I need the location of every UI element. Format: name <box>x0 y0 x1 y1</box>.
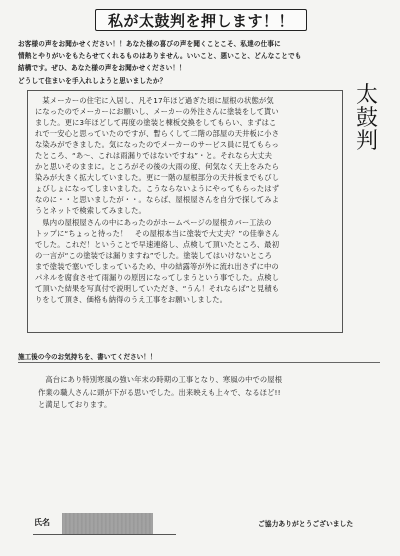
answer-line: でした。これだ！ということで早速連絡し、点検して頂いたところ、最初 <box>35 239 280 249</box>
answer-line: て頂いた結果を写真付で説明していただき、“うん！それならば”と見積も <box>35 283 280 293</box>
section-heading: 施工後の今のお気持ちを、書いてください！！ <box>18 353 157 361</box>
answer-line: かと思いそのままに。ところがその後の大雨の度、何気なく天上をみたら <box>35 162 280 172</box>
answer-line: と満足しております。 <box>38 400 112 409</box>
answer-line: 染みが大きく拡大していました。更に一階の屋根部分の天井板までもびし <box>35 173 280 183</box>
answer-line: な染みができました。気になったのでメーカーのサービス員に見てもらっ <box>35 140 279 150</box>
answer-line: ょびしょになってしまいました。こうならないようにやってもらったはず <box>35 184 280 194</box>
section-divider <box>18 362 380 363</box>
answer-line: トップに“ちょっと待った！ その屋根本当に塗装で大丈夫？”の佳拳さん <box>35 228 280 238</box>
stamp-char: 鼓 <box>355 106 378 131</box>
after-construction-text <box>38 374 338 412</box>
answer-line: まで塗装で塞いでしまっているため、中の結露等が外に流れ出さずに中の <box>35 261 279 271</box>
intro-line: 結構です。ぜひ、あなた様の声をお聞かせください！！ <box>18 64 186 73</box>
intro-questions <box>18 38 338 87</box>
redacted-name <box>62 513 153 534</box>
answer-line: の一言が“この塗装では漏りますね”でした。塗装してはいけないところ <box>35 250 273 260</box>
taikoban-stamp <box>349 84 385 153</box>
answer-text <box>35 95 340 305</box>
answer-line: なのに・・と思いましたが・・。ならば、屋根屋さんを自分で探してみよ <box>35 195 280 205</box>
name-underline <box>33 534 176 535</box>
answer-line: 某メーカーの住宅に入居し、凡そ17年ほど過ぎた頃に屋根の状態が気 <box>35 96 274 105</box>
name-label: 氏名 <box>34 518 50 527</box>
stamp-char: 判 <box>355 129 378 154</box>
answer-line: れで一安心と思っていたのですが、暫らくして二階の部屋の天井板に小さ <box>35 129 280 139</box>
intro-question: どうして住まいを手入れしようと思いましたか？ <box>18 76 167 85</box>
intro-line: 情熱とやりがいをもたらせてくれるものはありません。いいこと、悪いこと、どんなことでも <box>18 52 302 61</box>
page-title: 私が太鼓判を押します！！ <box>95 9 307 31</box>
thanks-message: ご協力ありがとうございました <box>258 520 354 528</box>
answer-line: うとネットで検索してみました。 <box>35 206 146 216</box>
intro-line: お客様の声をお聞かせください！！あなた様の喜びの声を聞くことこそ、私達の仕事に <box>18 40 281 48</box>
stamp-char: 太 <box>355 83 378 108</box>
answer-line: たところ、“あ〜、これは雨漏りではないですね”・と。それなら大丈夫 <box>35 151 273 161</box>
answer-line: 高台にあり特別寒風の強い年末の時期の工事となり、寒風の中での屋根 <box>38 375 283 384</box>
answer-line: りをして頂き、価格も納得のうえ工事をお願いしました。 <box>35 294 228 304</box>
answer-line: パネルを腐食させて雨漏りの原因になってしまうという事でした。点検し <box>35 272 280 282</box>
answer-line: 県内の屋根屋さんの中にあったのがホームページの屋根カバー工法の <box>35 217 272 227</box>
answer-line: 作業の職人さんに頭が下がる思いでした。出来映えも上々で、なるほど!! <box>38 387 281 397</box>
answer-line: ました。更に3年ほどして再度の塗装と棟板交換をしてもらい、まずはこ <box>35 118 277 128</box>
answer-line: になったのでメーカーにお願いし、メーカーの外注さんに塗装をして貰い <box>35 107 279 117</box>
